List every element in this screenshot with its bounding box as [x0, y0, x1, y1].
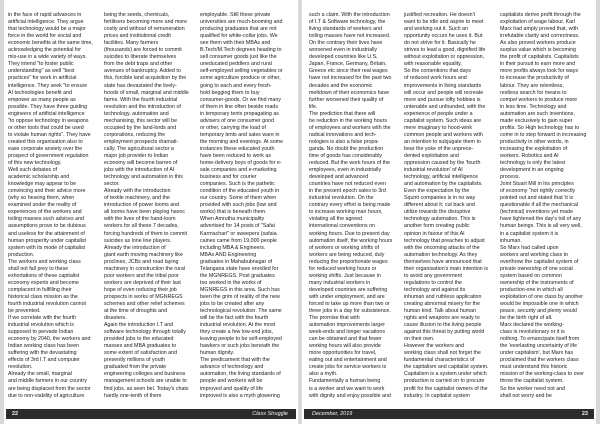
column-text: such a claim. With the introduction of I.T & Software technology, the living standards of workers and toiling masses have not increased. On the contrary their lives have worsened even in industrially developed countries like U.S, Japan, France, Germany, Britain, Greece etc since their real wages have not increased for the past two decades and the economic meltdown of their economics have further worsened their quality of life. The prediction that there will be reduction in the working hours of employees and workers with the radical innovations and tech- nologies is also a false propa- ganda. No doubt the production time of goods has considerably reduced. But the work hours of the employees, even in industrially developed and advanced countries have not reduced even in the present epoch sales to 3rd industrial revolution. On the contrary every effort is being made to increase working man hours, violating all the agreed international conventions on working hours. Due to present day automation itself, the working hours of workers or working shifts of workers are being reduced, duly reducing the proportionate wages for reduced working hours or working shifts. Just because in many industrial workers in developed countries are suffering with under employment, and are forced to take up more than two or three jobs in a day for subsistence. The promise that with automation improvements larger week-ends and longer vacations can be obtained and that fewer working hours will also provide more opportunities for travel, eating out and entertainment and create jobs for service workers is also a myth. Fundamentally a human being is a worker and we want to work with dignity and enjoy possible and [309, 12, 393, 399]
column-text: being the seeds, chemicals, fertilisers becoming more and more costly and without of remuneration prices and institutional credit facilities. Many farmers (thousands) are forced to commit suicides to liberate themselves from the debt traps and other avenues of bankruptcy. Added to this, forcible land acquisition by the state has devastated the lively- hoods of small, marginal and middle farms. With the fourth industrial revolution and the introduction of technology, automation and mechanising, this sector will be occupied by the land-lords and corporations, reducing the employment prospects dramati- cally. The agricultural sector a major job provider to Indian economy will become barren of jobs with the introduction of AI technology and automation in this sector. Already with the introduction of textile machinery, and the introduction of power looms and all looms have been playing havoc with the lives of the hand-loom workers for all these 7 decades, forcing hundreds of them to commit suicides as lone line players. Already the introduction of giant earth moving machinery like proclines, JCBs and road laying machinery in construction the rural poor workers and the tribal poor workers are deprived of their last hope of even reducing their job prospects in works of MGNREGS schemes and other relief schemes at the time of droughts and disasters. Again the introduction I.T and software technology through totally provided jobs to the educated masses and MBA graduates to some extent of satisfaction and presently millions of youth graduated from the private engineering colleges and business management schools are unable to find jobs, as seen bel. Today's chats hardly one-tenth of them [104, 12, 189, 399]
right-page-column-2 [404, 5, 494, 405]
left-page-column-1 [8, 5, 98, 405]
column-text: employable. Still these private universities are much-booming and producing graduates that are not qualified for white-collar jobs. We see them with their MBAs and B.Tech/M.Tech degrees heading to sell consumer goods just like the uneducated peddlers and rural self-employed selling vegetables or some agriculture produce or other, going to each and every fresh- hold begging them to buy consumer-goods. Or we find many of them in line often beside roads in temporary tents propagating as advisers of one consumer good or other, carrying the load of temporary tents and sales ware in the morning and evenings. At some instances these educated youth have been reduced to work as home-delivery boys of goods for e- sale companies and e-marketing business and for courier companies. Such is the pathetic condition of the educated youth in our country. Some of them when provided with such jobs (low and works) that is beneath them. When Amrutha municipality advertised for 14 posts of "Safai Karmachari" or sweepers (safaia caines came from 19,000 people including MBA & Engineers. MBAs AND Engineering graduates in Mahabubnagar of Telangana state have enrolled for the MGNREGS. Post graduates too worked in the works of MGNREGS in this area. Such has been the grim of reality of the new jobs to be created after any technological revolution. The same will be the fact with the fourth industrial revolution. At the most they create a few low-end jobs, leaving people to be self-employed hawkers or such jobs beneath the human dignity. The predicament that with the advance of technology and automation, the living standards of people and workers will be improved and quality of life improved is also a myth glowering [200, 12, 284, 399]
left-page-edge [0, 0, 4, 424]
right-page-edge [596, 0, 600, 424]
right-page-number: 23 [581, 411, 588, 417]
left-page-column-2 [104, 5, 194, 405]
left-page-column-3 [200, 5, 292, 405]
column-text: capitalists derive profit through the exploitation of wage labour. Karl Marx had amply proved that, with irrefutable clarity and correctness. As also proved workers produce surplus value which is becoming the profit of capitalists. Capitalists in their pursuit to earn more and more profits always look for ways to increase the productivity of labour. They are relentless, restless search for means to compel workers to produce more in less time. Technology and automation are such inventions, made exclusively to gain super profits. So High technology has to come in to step forward in increasing productivity in other words, in increasing the exploitation of workers. Robotics and AI technology is only the latest development in an ongoing process. Joint Stuart Mill in his principles of economy "not rightly correctly pointed out and stated that 'it is questionable if all the mechanical (technical) inventions yet made have lightened the day's toil of any human beings. This is all very well, in a capitalist system it is inhuman. So Marx had called upon workers and working class to overthrow the capitalist system of private ownership of one social system based on common ownership of the instruments of production-one in which all exploitation of one class by another would be impossible one in which peace, security and plenty would be the birth right of all. Marx declared the working- class is revolutionary or it is nothing. To emancipate itself from the 'everlasting uncertainty of life under capitalism', but Marx has proclaimed that the workers class must understand this historic mission of the working-class to over throw the capitalist system. So the worker need not and shall not worry and be [500, 12, 587, 399]
right-page-footer [304, 409, 594, 419]
column-text: justified recreation. He doesn't want to be idle and aspire to meet and working out it. Such an opportunity occurs he uses it. But do not strive for it. Basically he strives to lead a good, dignified life without exploitation or oppression, with reasonable equality. So the contentions that days of reduced work hours and improvements in living standards will occur and people will recreate more and pursue lofty hobbies is untenable and unfounded, with the experience of people under a capitalist system. Such ideas are mere imaginary to hood-wink common people and workers with an intention to subjugate them to bear the yoke of the unprece- dented exploitation and oppression caused by the 'fourth industrial revolution' of AI technology, artificial intelligence and automation by the capitalists. Even the expectation by the Squint companies is in no way different about it; cut back and utilize towards the disruptive technology automation. This is another form creating public opinion in favour of this AI technology that preaches to adjust with the oncoming attacks of the automation technology. As they themselves have announced that their organisation's main intention is to avoid any government regulations to control the technology and against its inhuman and ruthless application creating abnormal misery for the human kind. Talk about human rights and weapons are ready to cause illusion to the living people against this threat by putting world on their own. However the workers and working class shall not forget the fundamental characteristics of the capitalism and capitalist system. Capitalism is a system under which production is carried on to procure profit for the capitalist owners of the industry. In capitalist system [404, 12, 489, 399]
right-page-column-3 [500, 5, 591, 405]
left-running-title: Class Struggle [252, 411, 288, 417]
page-gutter [298, 0, 302, 424]
right-page-column-1 [309, 5, 398, 405]
left-page-footer [6, 409, 296, 419]
left-page-number: 22 [12, 411, 19, 417]
right-running-title: December, 2019 [312, 411, 353, 417]
column-text: in the face of rapid advances in artificial intelligence. They argue that technology would be a major force in the world for social and economic benefits at the same time, acknowledging the potential for mis-use in a wide variety of ways. They intend "to foster public understanding" as well "best practices" for work in artificial intelligence. They seek "to ensure AI technologies benefit and empower as many people as possible. They have three guiding engineers of artificial intelligence "to oppose technology in weapons or other tools that could be used to violate human rights". They have created this organisation also to ease corporate anxiety over the prospect of government regulation of this new technology. Well such debates of academic scholarship and knowledge may appear to be convincing and their advice more (why so hearing them, when examined under the reality of experiences of the workers and toiling masses such advices and assumptions prove to be dubious and useless for the attainment of human prosperity under capitalist system with its mode of capitalist production. The workers and working class shall not fall prey to these exhortations of these capitalist economy experts and become complacent in fulfilling their historical class mission as the fourth industrial revolution cannot be prevented. If we correlate with the fourth industrial revolution which is supposed to pervade Indian economy by 2040, the workers and Indian working class has been suffering with the devastating effects of 3rd I.T and computer revolution. Already the small, marginal and middle farmers in our country are being displaced from the sector due to non-viability of agriculture [8, 12, 93, 399]
